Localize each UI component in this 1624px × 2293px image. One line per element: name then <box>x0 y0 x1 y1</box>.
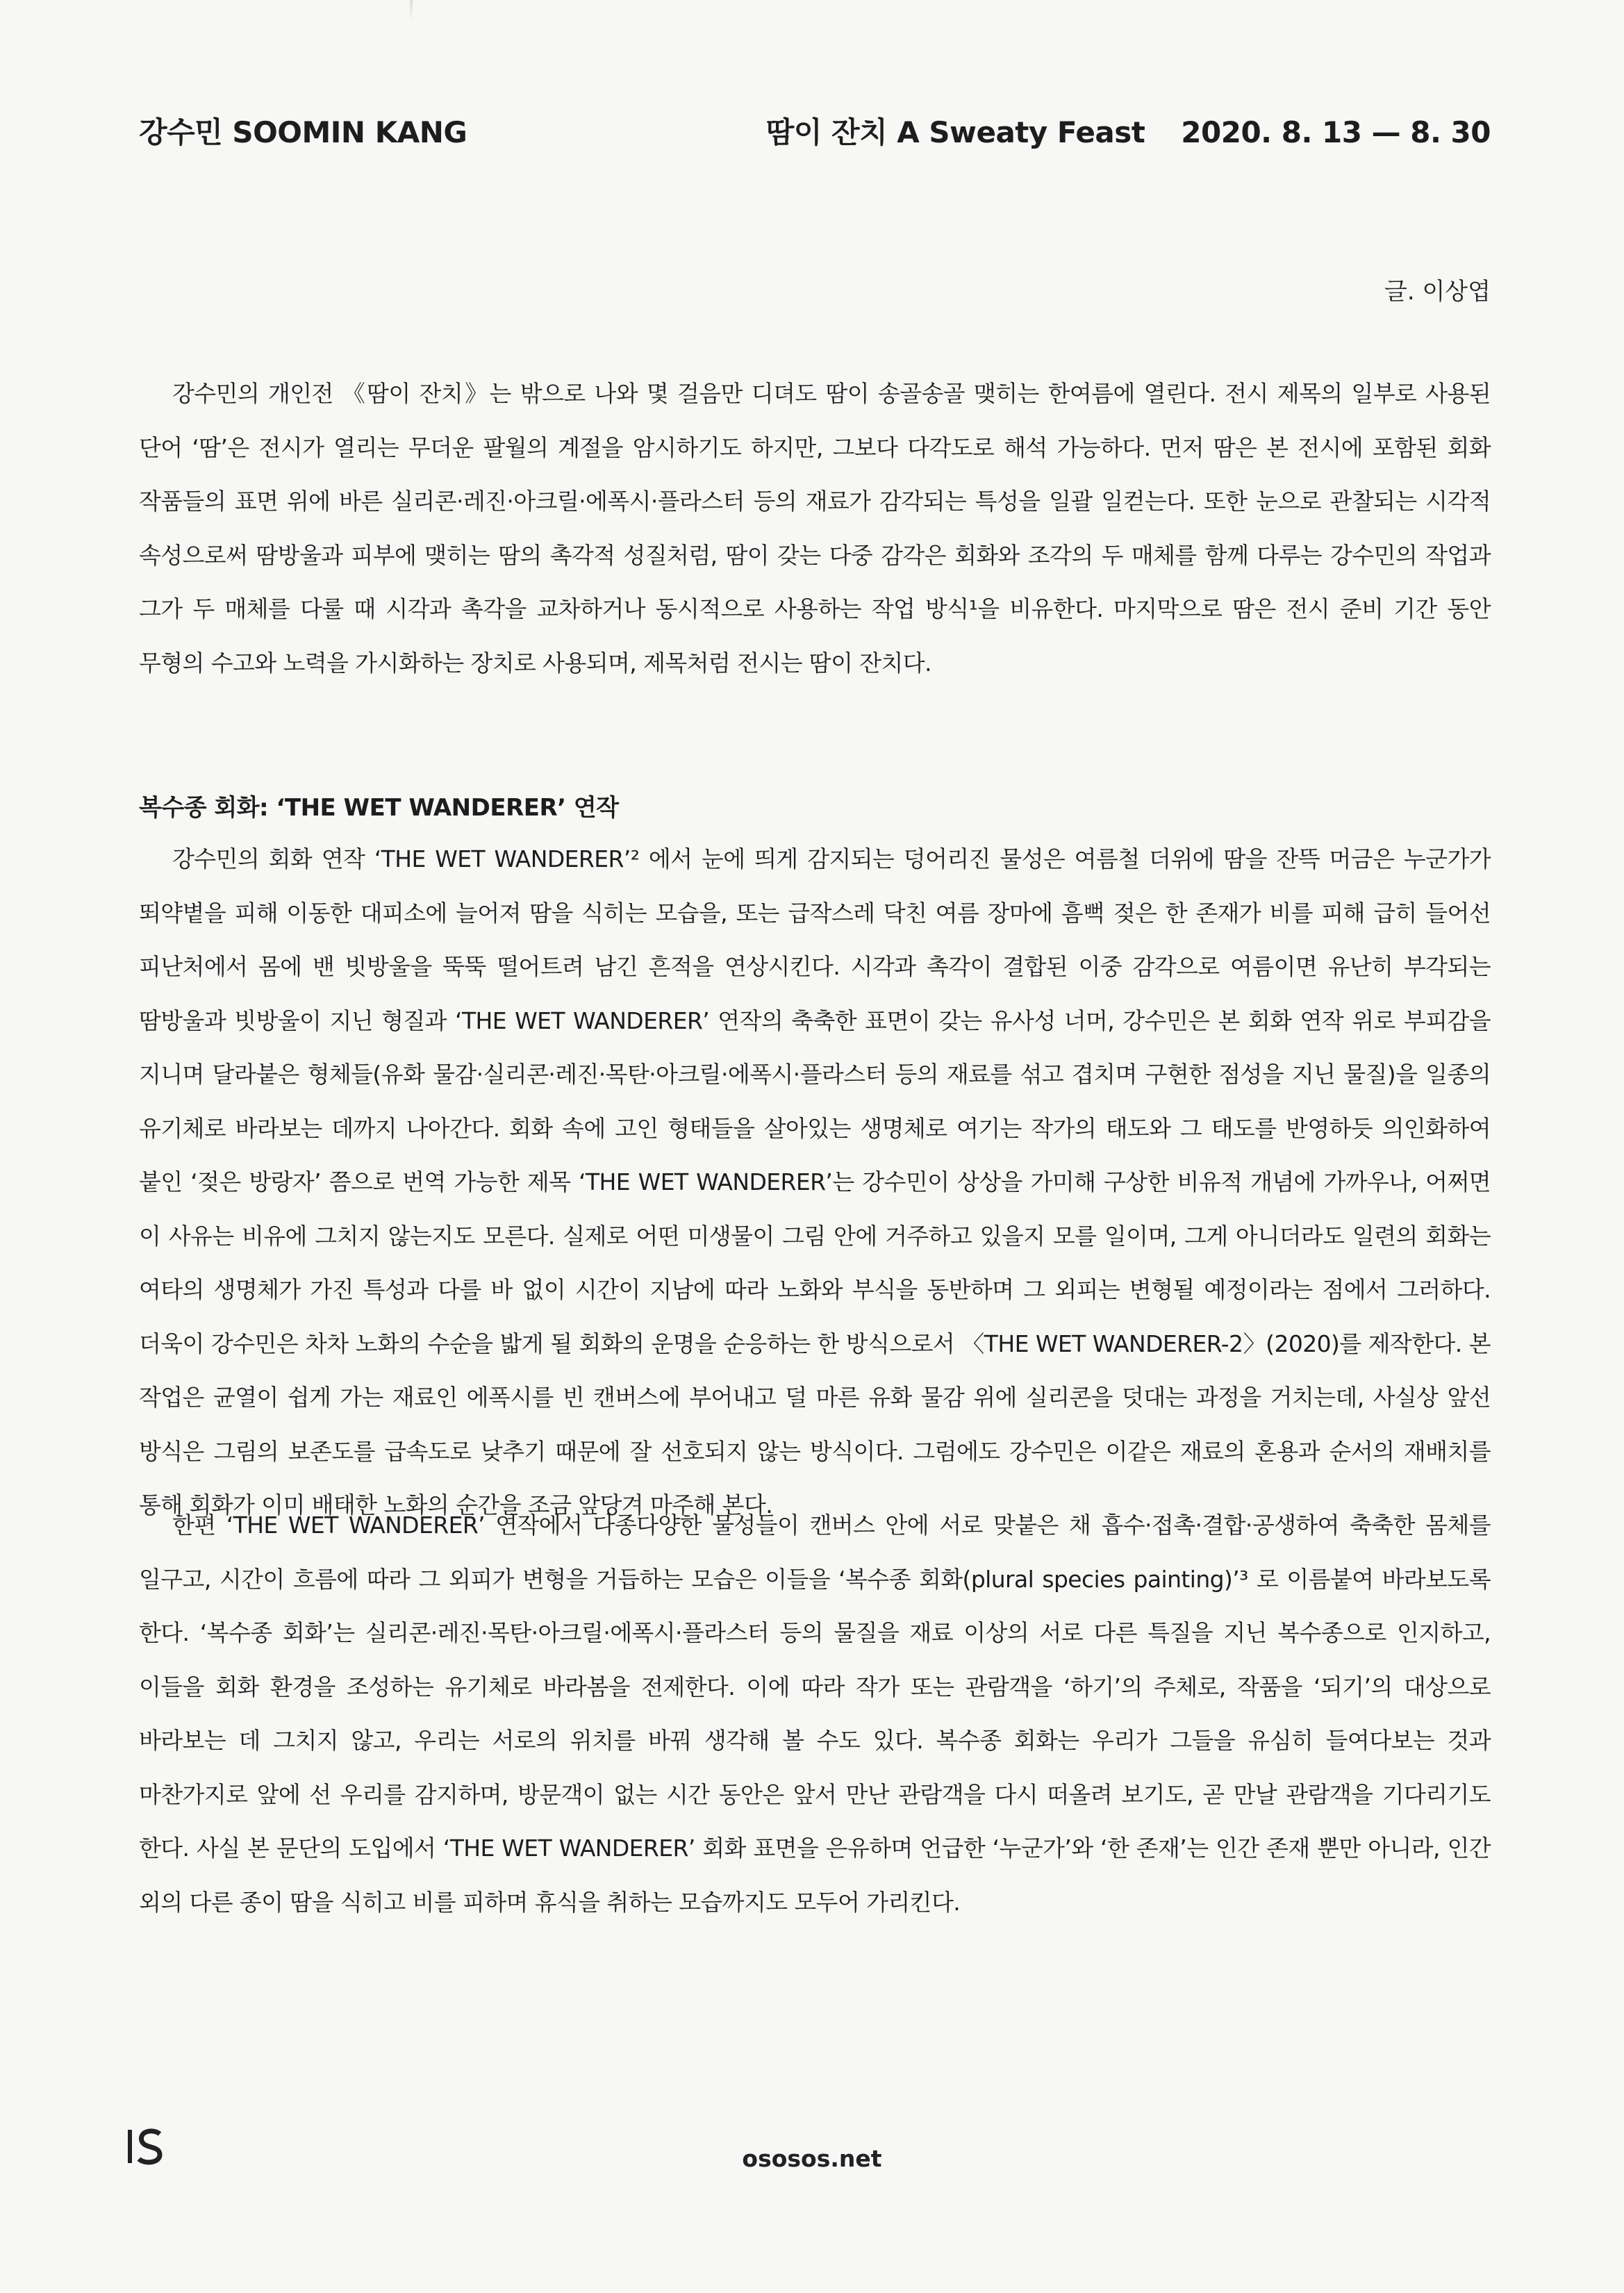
paper-fold-mark <box>410 0 413 21</box>
section-p2-text: 한편 ‘THE WET WANDERER’ 연작에서 다종다양한 물성들이 캔버스 안에 서로 맞붙은 채 흡수·접촉·결합·공생하여 축축한 몸체를 일구고, 시간이 흐름에 따라 그 외피가 변형을 거듭하는 모습은 이들을 ‘복수종 회화(plural species painting)’³ 로 이름붙여 바라보도록 한다. ‘복수종 회화’는 실리콘·레진·목탄·아크릴·에폭시·플라스터 등의 물질을 재료 이상의 서로 다른 특질을 지닌 복수종으로 인지하고, 이들을 회화 환경을 조성하는 유기체로 바라봄을 전제한다. 이에 따라 작가 또는 관람객을 ‘하기’의 주체로, 작품을 ‘되기’의 대상으로 바라보는 데 그치지 않고, 우리는 서로의 위치를 바꿔 생각해 볼 수도 있다. 복수종 회화는 우리가 그들을 유심히 들여다보는 것과 마찬가지로 앞에 선 우리를 감지하며, 방문객이 없는 시간 동안은 앞서 만난 관람객을 다시 떠올려 보기도, 곧 만날 관람객을 기다리기도 한다. 사실 본 문단의 도입에서 ‘THE WET WANDERER’ 회화 표면을 은유하며 언급한 ‘누군가’와 ‘한 존재’는 인간 존재 뿐만 아니라, 인간 외의 다른 종이 땀을 식히고 비를 피하며 휴식을 취하는 모습까지도 모두어 가리킨다. <box>139 1512 1491 1916</box>
intro-paragraph <box>139 367 1491 690</box>
section-paragraph-1 <box>139 832 1491 1532</box>
intro-text: 강수민의 개인전 《땀이 잔치》는 밖으로 나와 몇 걸음만 디뎌도 땀이 송골송골 맺히는 한여름에 열린다. 전시 제목의 일부로 사용된 단어 ‘땀’은 전시가 열리는 무더운 팔월의 계절을 암시하기도 하지만, 그보다 다각도로 해석 가능하다. 먼저 땀은 본 전시에 포함된 회화 작품들의 표면 위에 바른 실리콘·레진·아크릴·에폭시·플라스터 등의 재료가 감각되는 특성을 일괄 일컫는다. 또한 눈으로 관찰되는 시각적 속성으로써 땀방울과 피부에 맺히는 땀의 촉각적 성질처럼, 땀이 갖는 다중 감각은 회화와 조각의 두 매체를 함께 다루는 강수민의 작업과 그가 두 매체를 다룰 때 시각과 촉각을 교차하거나 동시적으로 사용하는 작업 방식¹을 비유한다. 마지막으로 땀은 전시 준비 기간 동안 무형의 수고와 노력을 가시화하는 장치로 사용되며, 제목처럼 전시는 땀이 잔치다. <box>139 380 1491 677</box>
author-byline: 글. 이상엽 <box>1384 278 1491 306</box>
exhibition-info <box>766 110 1491 151</box>
section-p1-text: 강수민의 회화 연작 ‘THE WET WANDERER’² 에서 눈에 띄게 감지되는 덩어리진 물성은 여름철 더위에 땀을 잔뜩 머금은 누군가가 뙤약볕을 피해 이동한 대피소에 늘어져 땀을 식히는 모습을, 또는 급작스레 닥친 여름 장마에 흠뻑 젖은 한 존재가 비를 피해 급히 들어선 피난처에서 몸에 밴 빗방울을 뚝뚝 떨어트려 남긴 흔적을 연상시킨다. 시각과 촉각이 결합된 이중 감각으로 여름이면 유난히 부각되는 땀방울과 빗방울이 지닌 형질과 ‘THE WET WANDERER’ 연작의 축축한 표면이 갖는 유사성 너머, 강수민은 본 회화 연작 위로 부피감을 지니며 달라붙은 형체들(유화 물감·실리콘·레진·목탄·아크릴·에폭시·플라스터 등의 재료를 섞고 겹치며 구현한 점성을 지닌 물질)을 일종의 유기체로 바라보는 데까지 나아간다. 회화 속에 고인 형태들을 살아있는 생명체로 여기는 작가의 태도와 그 태도를 반영하듯 의인화하여 붙인 ‘젖은 방랑자’ 쯤으로 번역 가능한 제목 ‘THE WET WANDERER’는 강수민이 상상을 가미해 구상한 비유적 개념에 가까우나, 어쩌면 이 사유는 비유에 그치지 않는지도 모른다. 실제로 어떤 미생물이 그림 안에 거주하고 있을지 모를 일이며, 그게 아니더라도 일련의 회화는 여타의 생명체가 가진 특성과 다를 바 없이 시간이 지남에 따라 노화와 부식을 동반하며 그 외피는 변형될 예정이라는 점에서 그러하다. 더욱이 강수민은 차차 노화의 수순을 밟게 될 회화의 운명을 순응하는 한 방식으로서 〈THE WET WANDERER-2〉(2020)를 제작한다. 본 작업은 균열이 쉽게 가는 재료인 에폭시를 빈 캔버스에 부어내고 덜 마른 유화 물감 위에 실리콘을 덧대는 과정을 거치는데, 사실상 앞선 방식은 그림의 보존도를 급속도로 낮추기 때문에 잘 선호되지 않는 방식이다. 그럼에도 강수민은 이같은 재료의 혼용과 순서의 재배치를 통해 회화가 이미 배태한 노화의 순간을 조금 앞당겨 마주해 본다. <box>139 845 1491 1518</box>
section-heading: 복수종 회화: ‘THE WET WANDERER’ 연작 <box>139 794 619 822</box>
artist-name: 강수민 SOOMIN KANG <box>139 115 467 149</box>
exhibition-dates: 2020. 8. 13 — 8. 30 <box>1181 115 1491 149</box>
section-paragraph-2 <box>139 1498 1491 1929</box>
exhibition-title: 땀이 잔치 A Sweaty Feast <box>765 115 1145 149</box>
footer-url[interactable]: ososos.net <box>742 2145 882 2172</box>
page-header <box>139 110 1491 151</box>
